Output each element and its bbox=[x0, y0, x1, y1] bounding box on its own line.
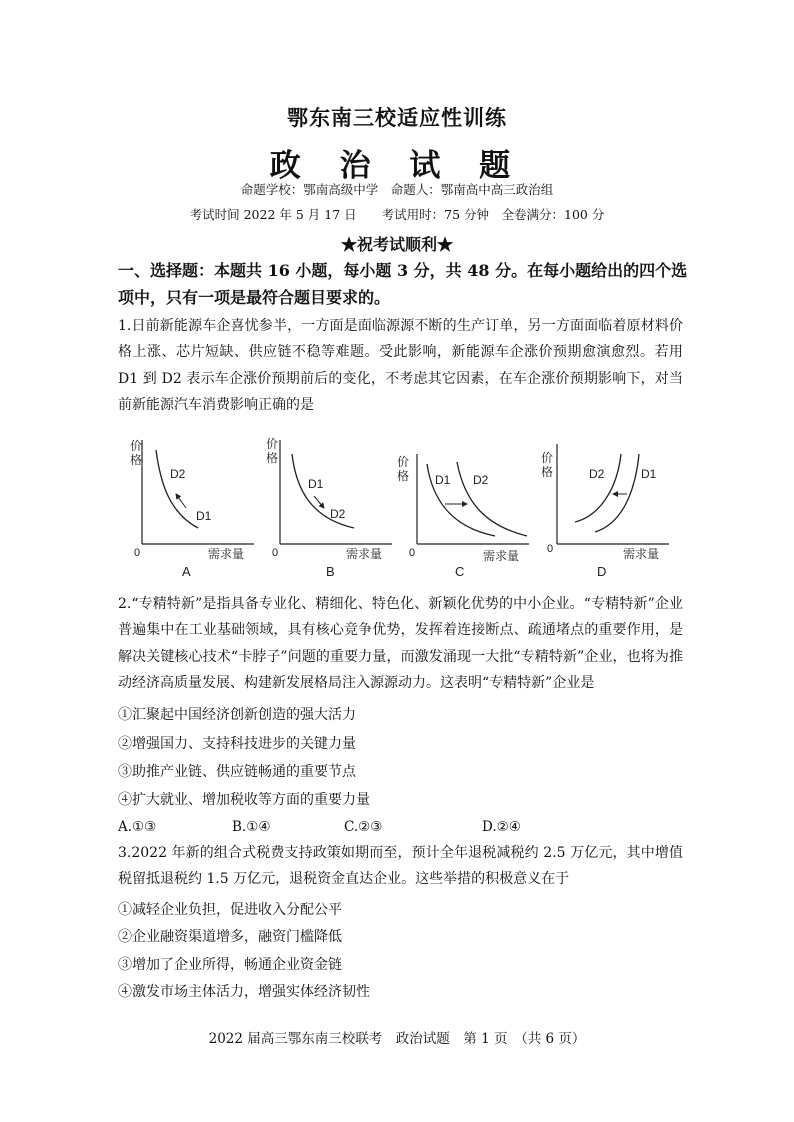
graph-a bbox=[120, 432, 260, 580]
exam-author-info: 命题学校：鄂南高级中学 命题人：鄂南高中高三政治组 bbox=[240, 182, 554, 197]
exam-time-info: 考试时间 2022 年 5 月 17 日 考试用时：75 分钟 全卷满分：100 分 bbox=[189, 207, 605, 222]
curve-label-d2: D2 bbox=[473, 473, 489, 487]
question-3-item-1: ①减轻企业负担，促进收入分配公平 bbox=[118, 902, 342, 918]
section-heading: 一、选择题：本题共 16 小题，每小题 3 分，共 48 分。在每小题给出的四个选项中，只有一项是最符合题目要求的。 bbox=[118, 261, 688, 307]
curve-label-d1: D1 bbox=[308, 477, 324, 491]
y-axis-label-1: 价 bbox=[130, 439, 143, 453]
curve-label-d1: D1 bbox=[435, 473, 451, 487]
curve-label-d1: D1 bbox=[196, 509, 212, 523]
question-3-item-3: ③增加了企业所得，畅通企业资金链 bbox=[118, 957, 342, 973]
x-axis-label: 需求量 bbox=[208, 547, 245, 561]
graph-d bbox=[535, 432, 675, 580]
question-2-option-a[interactable]: A.①③ bbox=[118, 819, 157, 835]
y-axis-label-2: 格 bbox=[266, 451, 279, 465]
curve-d1 bbox=[595, 454, 639, 532]
question-1-stem: 1.日前新能源车企喜忧参半，一方面是面临源源不断的生产订单，另一方面面临着原材料价格上涨、芯片短缺、供应链不稳等难题。受此影响，新能源车企涨价预期愈演愈烈。若用 D1 到 D2 表示车企涨价预期前后的变化，不考虑其它因素，在车企涨价预期影响下，对当前新能源汽车消费影响正确的是 bbox=[118, 318, 683, 413]
question-2-stem: 2.“专精特新”是指具备专业化、精细化、特色化、新颖化优势的中小企业。“专精特新”企业普遍集中在工业基础领域，具有核心竞争优势，发挥着连接断点、疏通堵点的重要作用，是解决关键核心技术“卡脖子”问题的重要力量，而激发涌现一大批“专精特新”企业，也将为推动经济高质量发展、构建新发展格局注入源源动力。这表明“专精特新”企业是 bbox=[118, 596, 683, 691]
question-3-item-4: ④激发市场主体活力，增强实体经济韧性 bbox=[118, 984, 370, 1000]
shift-arrow bbox=[176, 494, 186, 508]
origin-label: 0 bbox=[409, 547, 416, 559]
y-axis-label-2: 格 bbox=[397, 469, 410, 483]
y-axis-label-1: 价 bbox=[266, 437, 279, 451]
graph-letter: A bbox=[182, 564, 191, 579]
question-2-item-4: ④扩大就业、增加税收等方面的重要力量 bbox=[118, 792, 370, 808]
x-axis-label: 需求量 bbox=[483, 549, 520, 563]
x-axis-label: 需求量 bbox=[623, 547, 660, 561]
question-2-item-3: ③助推产业链、供应链畅通的重要节点 bbox=[118, 764, 356, 780]
x-axis-label: 需求量 bbox=[346, 547, 383, 561]
curve-label-d1: D1 bbox=[641, 467, 657, 481]
graph-c bbox=[395, 432, 535, 580]
question-3-stem: 3.2022 年新的组合式税费支持政策如期而至，预计全年退税减税约 2.5 万亿元，其中增值税留抵退税约 1.5 万亿元，退税资金直达企业。这些举措的积极意义在于 bbox=[118, 845, 683, 888]
demand-curve bbox=[156, 450, 198, 528]
origin-label: 0 bbox=[134, 547, 141, 559]
curve-d2 bbox=[575, 454, 621, 522]
exam-subject-title: 政 治 试 题 bbox=[269, 148, 525, 184]
curve-label-d2: D2 bbox=[589, 467, 605, 481]
question-3-item-2: ②企业融资渠道增多，融资门槛降低 bbox=[118, 929, 342, 945]
y-axis-label-2: 格 bbox=[130, 453, 143, 467]
question-2-option-d[interactable]: D.②④ bbox=[482, 819, 521, 835]
question-2-item-1: ①汇聚起中国经济创新创造的强大活力 bbox=[118, 707, 356, 723]
demand-curve-d2 bbox=[457, 462, 527, 536]
shift-arrow bbox=[314, 496, 324, 508]
curve-label-d2: D2 bbox=[170, 467, 186, 481]
y-axis-label-2: 格 bbox=[541, 465, 554, 479]
question-2-option-b[interactable]: B.①④ bbox=[232, 819, 271, 835]
question-2-option-c[interactable]: C.②③ bbox=[344, 819, 383, 835]
page-footer: 2022 届高三鄂东南三校联考 政治试题 第 1 页 （共 6 页） bbox=[208, 1031, 586, 1047]
question-2-item-2: ②增强国力、支持科技进步的关键力量 bbox=[118, 736, 356, 752]
graph-letter: B bbox=[326, 564, 335, 579]
curve-label-d2: D2 bbox=[330, 507, 346, 521]
y-axis-label-1: 价 bbox=[397, 455, 410, 469]
exam-series-title: 鄂东南三校适应性训练 bbox=[287, 105, 507, 130]
y-axis-label-1: 价 bbox=[541, 451, 554, 465]
graph-b bbox=[258, 432, 398, 580]
origin-label: 0 bbox=[272, 547, 279, 559]
good-luck-banner: ★祝考试顺利★ bbox=[340, 235, 453, 254]
graph-letter: D bbox=[597, 564, 607, 579]
origin-label: 0 bbox=[547, 543, 554, 555]
graph-letter: C bbox=[455, 564, 465, 579]
